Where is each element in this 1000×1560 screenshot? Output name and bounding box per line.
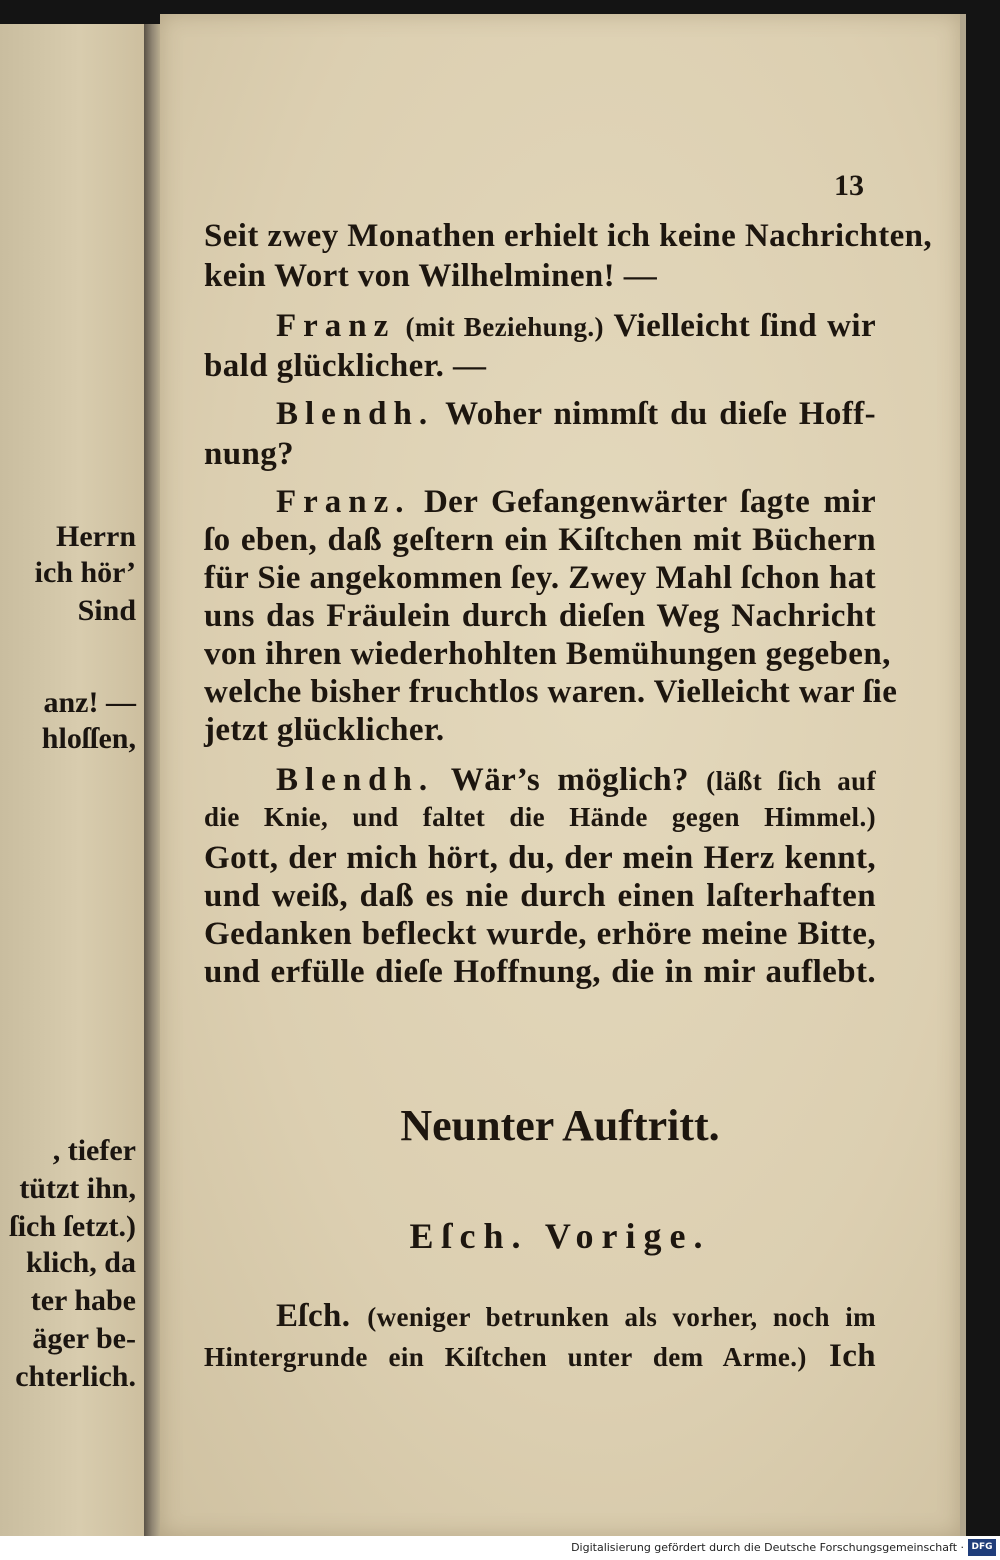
speech-text: Wär’s möglich? <box>450 762 689 798</box>
text-line: von ihren wiederhohlten Bemühungen gegeben, <box>204 636 891 672</box>
speaker-name: Eſch. <box>276 1298 351 1334</box>
dfg-logo-icon: DFG <box>968 1539 996 1556</box>
left-fragment-line: ſich ſetzt.) <box>9 1210 136 1243</box>
speech-blendh <box>204 398 876 431</box>
speech-text: Vielleicht ſind wir <box>613 308 876 344</box>
speech-text: Ich <box>828 1338 877 1374</box>
text-line: kein Wort von Wilhelminen! — <box>204 258 658 294</box>
left-fragment-line: chterlich. <box>15 1360 136 1393</box>
speaker-name: Franz. <box>276 484 411 520</box>
previous-page-fragment <box>0 24 144 1536</box>
stage-direction-line: die Knie, und faltet die Hände gegen Himmel.) <box>204 802 876 832</box>
stage-direction: (mit Beziehung.) <box>405 312 604 342</box>
page-number: 13 <box>834 169 864 202</box>
funding-credit: Digitalisierung gefördert durch die Deutsche Forschungsgemeinschaft · <box>571 1541 964 1554</box>
text-line: für Sie angekommen ſey. Zwey Mahl ſchon hat <box>204 560 876 596</box>
left-fragment-line: ich hör’ <box>34 556 136 589</box>
left-fragment-line: anz! — <box>43 686 136 719</box>
text-line: welche bisher fruchtlos waren. Vielleicht war ſie <box>204 674 898 710</box>
left-fragment-line: tützt ihn, <box>19 1172 136 1205</box>
text-line: nung? <box>204 436 295 472</box>
footer-bar <box>0 1536 1000 1560</box>
speech-text: Woher nimmſt du dieſe Hoff- <box>445 396 876 432</box>
text-line: bald glücklicher. — <box>204 348 487 384</box>
speaker-name: Franz <box>276 308 396 344</box>
page-edge <box>960 14 966 1536</box>
left-fragment-line: Herrn <box>56 520 136 553</box>
speech-esch <box>204 1300 876 1333</box>
text-line: Gott, der mich hört, du, der mein Herz kennt, <box>204 840 876 876</box>
page <box>160 14 960 1536</box>
left-fragment-line: hloſſen, <box>41 722 136 755</box>
text-line: ſo eben, daß geſtern ein Kiſtchen mit Büchern <box>204 522 876 558</box>
stage-direction: Hintergrunde ein Kiſtchen unter dem Arme.) <box>204 1342 807 1372</box>
speech-franz <box>204 310 876 343</box>
left-fragment-line: Sind <box>77 594 136 627</box>
text-line: und erfülle dieſe Hoffnung, die in mir auflebt. <box>204 954 876 990</box>
text-line: jetzt glücklicher. <box>204 712 445 748</box>
speech-blendh <box>204 764 876 797</box>
scene-cast: Eſch. Vorige. <box>409 1216 711 1256</box>
speaker-name: Blendh. <box>276 396 435 432</box>
left-fragment-line: , tiefer <box>52 1134 136 1167</box>
text-line: uns das Fräulein durch dieſen Weg Nachricht <box>204 598 876 634</box>
left-fragment-line: ter habe <box>30 1284 136 1317</box>
stage-direction: (weniger betrunken als vorher, noch im <box>367 1302 877 1332</box>
left-fragment-line: äger be- <box>32 1322 136 1355</box>
text-line: Gedanken befleckt wurde, erhöre meine Bitte, <box>204 916 876 952</box>
left-fragment-line: klich, da <box>25 1246 136 1279</box>
text-line: Seit zwey Monathen erhielt ich keine Nachrichten, <box>204 218 933 254</box>
speech-esch-cont <box>204 1340 876 1373</box>
speech-text: Der Gefangenwärter ſagte mir <box>423 484 876 520</box>
book-gutter <box>144 24 160 1536</box>
scene-heading: Neunter Auftritt. <box>400 1101 720 1150</box>
text-line: und weiß, daß es nie durch einen laſterhaften <box>204 878 876 914</box>
stage-direction: (läßt ſich auf <box>706 766 876 796</box>
speaker-name: Blendh. <box>276 762 435 798</box>
speech-franz <box>204 486 876 519</box>
